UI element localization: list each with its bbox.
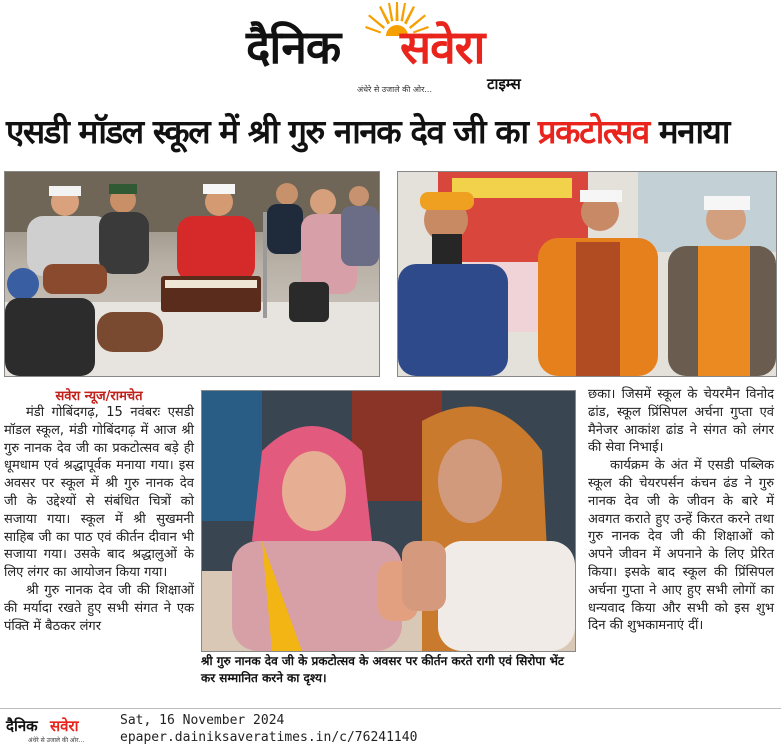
footer-logo [6, 714, 106, 746]
footer-date: Sat, 16 November 2024 [120, 713, 285, 728]
headline-part2: मनाया [648, 112, 729, 151]
headline-highlight: प्रकटोत्सव [537, 112, 649, 151]
kirtan-ragis-photo [4, 171, 380, 377]
footer-divider [0, 708, 781, 709]
masthead-tagline: अंधेरे से उजाले की ओर... [357, 85, 433, 94]
headline-part1: एसडी मॉडल स्कूल में श्री गुरु नानक देव जी का [6, 112, 538, 151]
masthead [0, 0, 781, 96]
article-paragraph: मंडी गोबिंदगढ़, 15 नवंबरः एसडी मॉडल स्कूल, मंडी गोबिंदगढ़ में आज श्री गुरु नानक देव जी का प्रकटोत्सव बड़े ही धूमधाम एवं श्रद्धापूर्वक मनाया गया। इस अवसर पर स्कूल में श्री गुरु नानक देव जी के उद्देश्यों से संबंधित चित्रों को सजाया गया। स्कूल में श्री सुखमनी साहिब जी का पाठ एवं कीर्तन दीवान भी सजाया गया। उसके बाद श्रद्धालुओं के लिए लंगर का आयोजन किया गया। [4, 405, 194, 581]
siropa-honour-photo [201, 390, 576, 652]
guests-greeting-photo [397, 171, 777, 377]
masthead-times: टाइम्स [487, 75, 521, 93]
article-column-left [4, 404, 194, 635]
footer-logo-black: दैनिक [6, 717, 38, 735]
headline [6, 104, 776, 160]
footer-url[interactable]: epaper.dainiksaveratimes.in/c/76241140 [120, 730, 418, 745]
article-byline: सवेरा न्यूज/रामचेत [55, 389, 143, 404]
article-paragraph: कार्यक्रम के अंत में एसडी पब्लिक स्कूल की चेयरपर्सन कंचन ढंड ने गुरु नानक देव जी के जीवन के बारे में अवगत कराते हुए उन्हें किरत करने तथा गुरु नानक देव जी की शिक्षाओं को अपने जीवन में अपनाने के लिए प्रेरित किया। इसके बाद स्कूल की प्रिंसिपल अर्चना गुप्ता ने आए हुए सभी लोगों का धन्यवाद किया और सभी को इस शुभ दिन की शुभकामनाएं दीं। [588, 458, 774, 634]
footer-logo-red: सवेरा [50, 717, 79, 735]
article-paragraph: छका। जिसमें स्कूल के चेयरमैन विनोद ढांड, स्कूल प्रिंसिपल अर्चना गुप्ता एवं मैनेजर आकांश ढांड ने संगत को लंगर की सेवा निभाई। [588, 387, 774, 456]
masthead-title-red: सवेरा [400, 20, 485, 74]
photo-caption: श्री गुरु नानक देव जी के प्रकटोत्सव के अवसर पर कीर्तन करते रागी एवं सिरोपा भेंट कर सम्मानित करने का दृश्य। [201, 654, 564, 685]
footer-logo-tagline: अंधेरे से उजाले की ओर... [28, 737, 85, 744]
article-column-right [588, 386, 774, 635]
article-paragraph: श्री गुरु नानक देव जी की शिक्षाओं की मर्यादा रखते हुए सभी संगत ने एक पंक्ति में बैठकर लंगर [4, 582, 194, 634]
masthead-title-black: दैनिक [246, 20, 341, 74]
